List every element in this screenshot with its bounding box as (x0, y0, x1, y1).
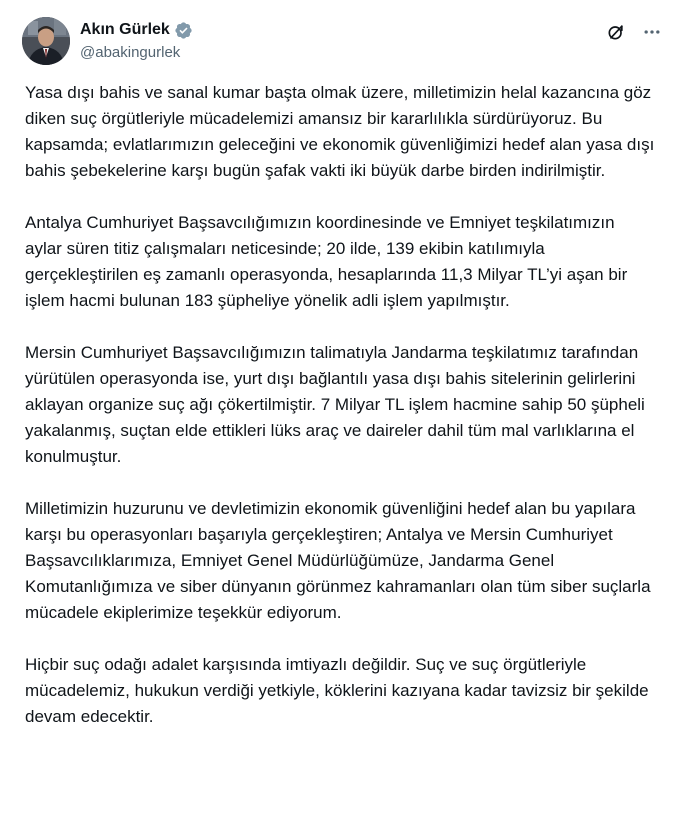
tweet-paragraph-4: Milletimizin huzurunu ve devletimizin ekonomik güvenliğini hedef alan bu yapılara karşı bu operasyonları başarıyla gerçekleştiren; Antalya ve Mersin Cumhuriyet Başsavcılıklarımıza, Emniyet Genel Müdürlüğümüze, Jandarma Genel Komutanlığımıza ve siber dünyanın görünmez kahramanları olan tüm siber suçlarla mücadele ekiplerimize teşekkür ediyorum. (25, 499, 651, 622)
profile-photo-icon (22, 17, 70, 65)
tweet-paragraph-5: Hiçbir suç odağı adalet karşısında imtiyazlı değildir. Suç ve suç örgütleriyle mücadelemiz, hukukun verdiği yetkiyle, köklerini kazıyana kadar tavizsiz bir şekilde devam edecektir. (25, 655, 649, 726)
header-actions (605, 21, 663, 43)
grok-icon[interactable] (605, 21, 627, 43)
user-info (80, 19, 193, 63)
author-handle[interactable]: @abakingurlek (80, 44, 181, 61)
name-row (80, 19, 193, 41)
author-name[interactable]: Akın Gürlek (80, 21, 170, 38)
more-horizontal-icon[interactable] (641, 21, 663, 43)
verified-badge-icon[interactable] (174, 21, 193, 40)
tweet-paragraph-2: Antalya Cumhuriyet Başsavcılığımızın koordinesinde ve Emniyet teşkilatımızın aylar süren titiz çalışmaları neticesinde; 20 ilde, 139 ekibin katılımıyla gerçekleştirilen eş zamanlı operasyonda, hesaplarında 11,3 Milyar TL’yi aşan bir işlem hacmi bulunan 183 şüpheliye yönelik adli işlem yapılmıştır. (25, 213, 628, 310)
tweet-paragraph-3: Mersin Cumhuriyet Başsavcılığımızın talimatıyla Jandarma teşkilatımız tarafından yürütülen operasyonda ise, yurt dışı bağlantılı yasa dışı bahis sitelerinin gelirlerini aklayan organize suç ağı çökertilmiştir. 7 Milyar TL işlem hacmine sahip 50 şüpheli yakalanmış, suçtan elde ettikleri lüks araç ve daireler dahil tüm mal varlıklarına el konulmuştur. (25, 343, 645, 466)
tweet-header (22, 17, 663, 67)
tweet-text (25, 80, 655, 730)
avatar[interactable] (22, 17, 70, 65)
tweet-paragraph-1: Yasa dışı bahis ve sanal kumar başta olmak üzere, milletimizin helal kazancına göz diken suç örgütleriyle mücadelemizi amansız bir kararlılıkla sürdürüyoruz. Bu kapsamda; evlatlarımızın geleceğini ve ekonomik güvenliğimizi hedef alan yasa dışı bahis şebekelerine karşı bugün şafak vakti iki büyük darbe birden indirilmiştir. (25, 83, 655, 180)
